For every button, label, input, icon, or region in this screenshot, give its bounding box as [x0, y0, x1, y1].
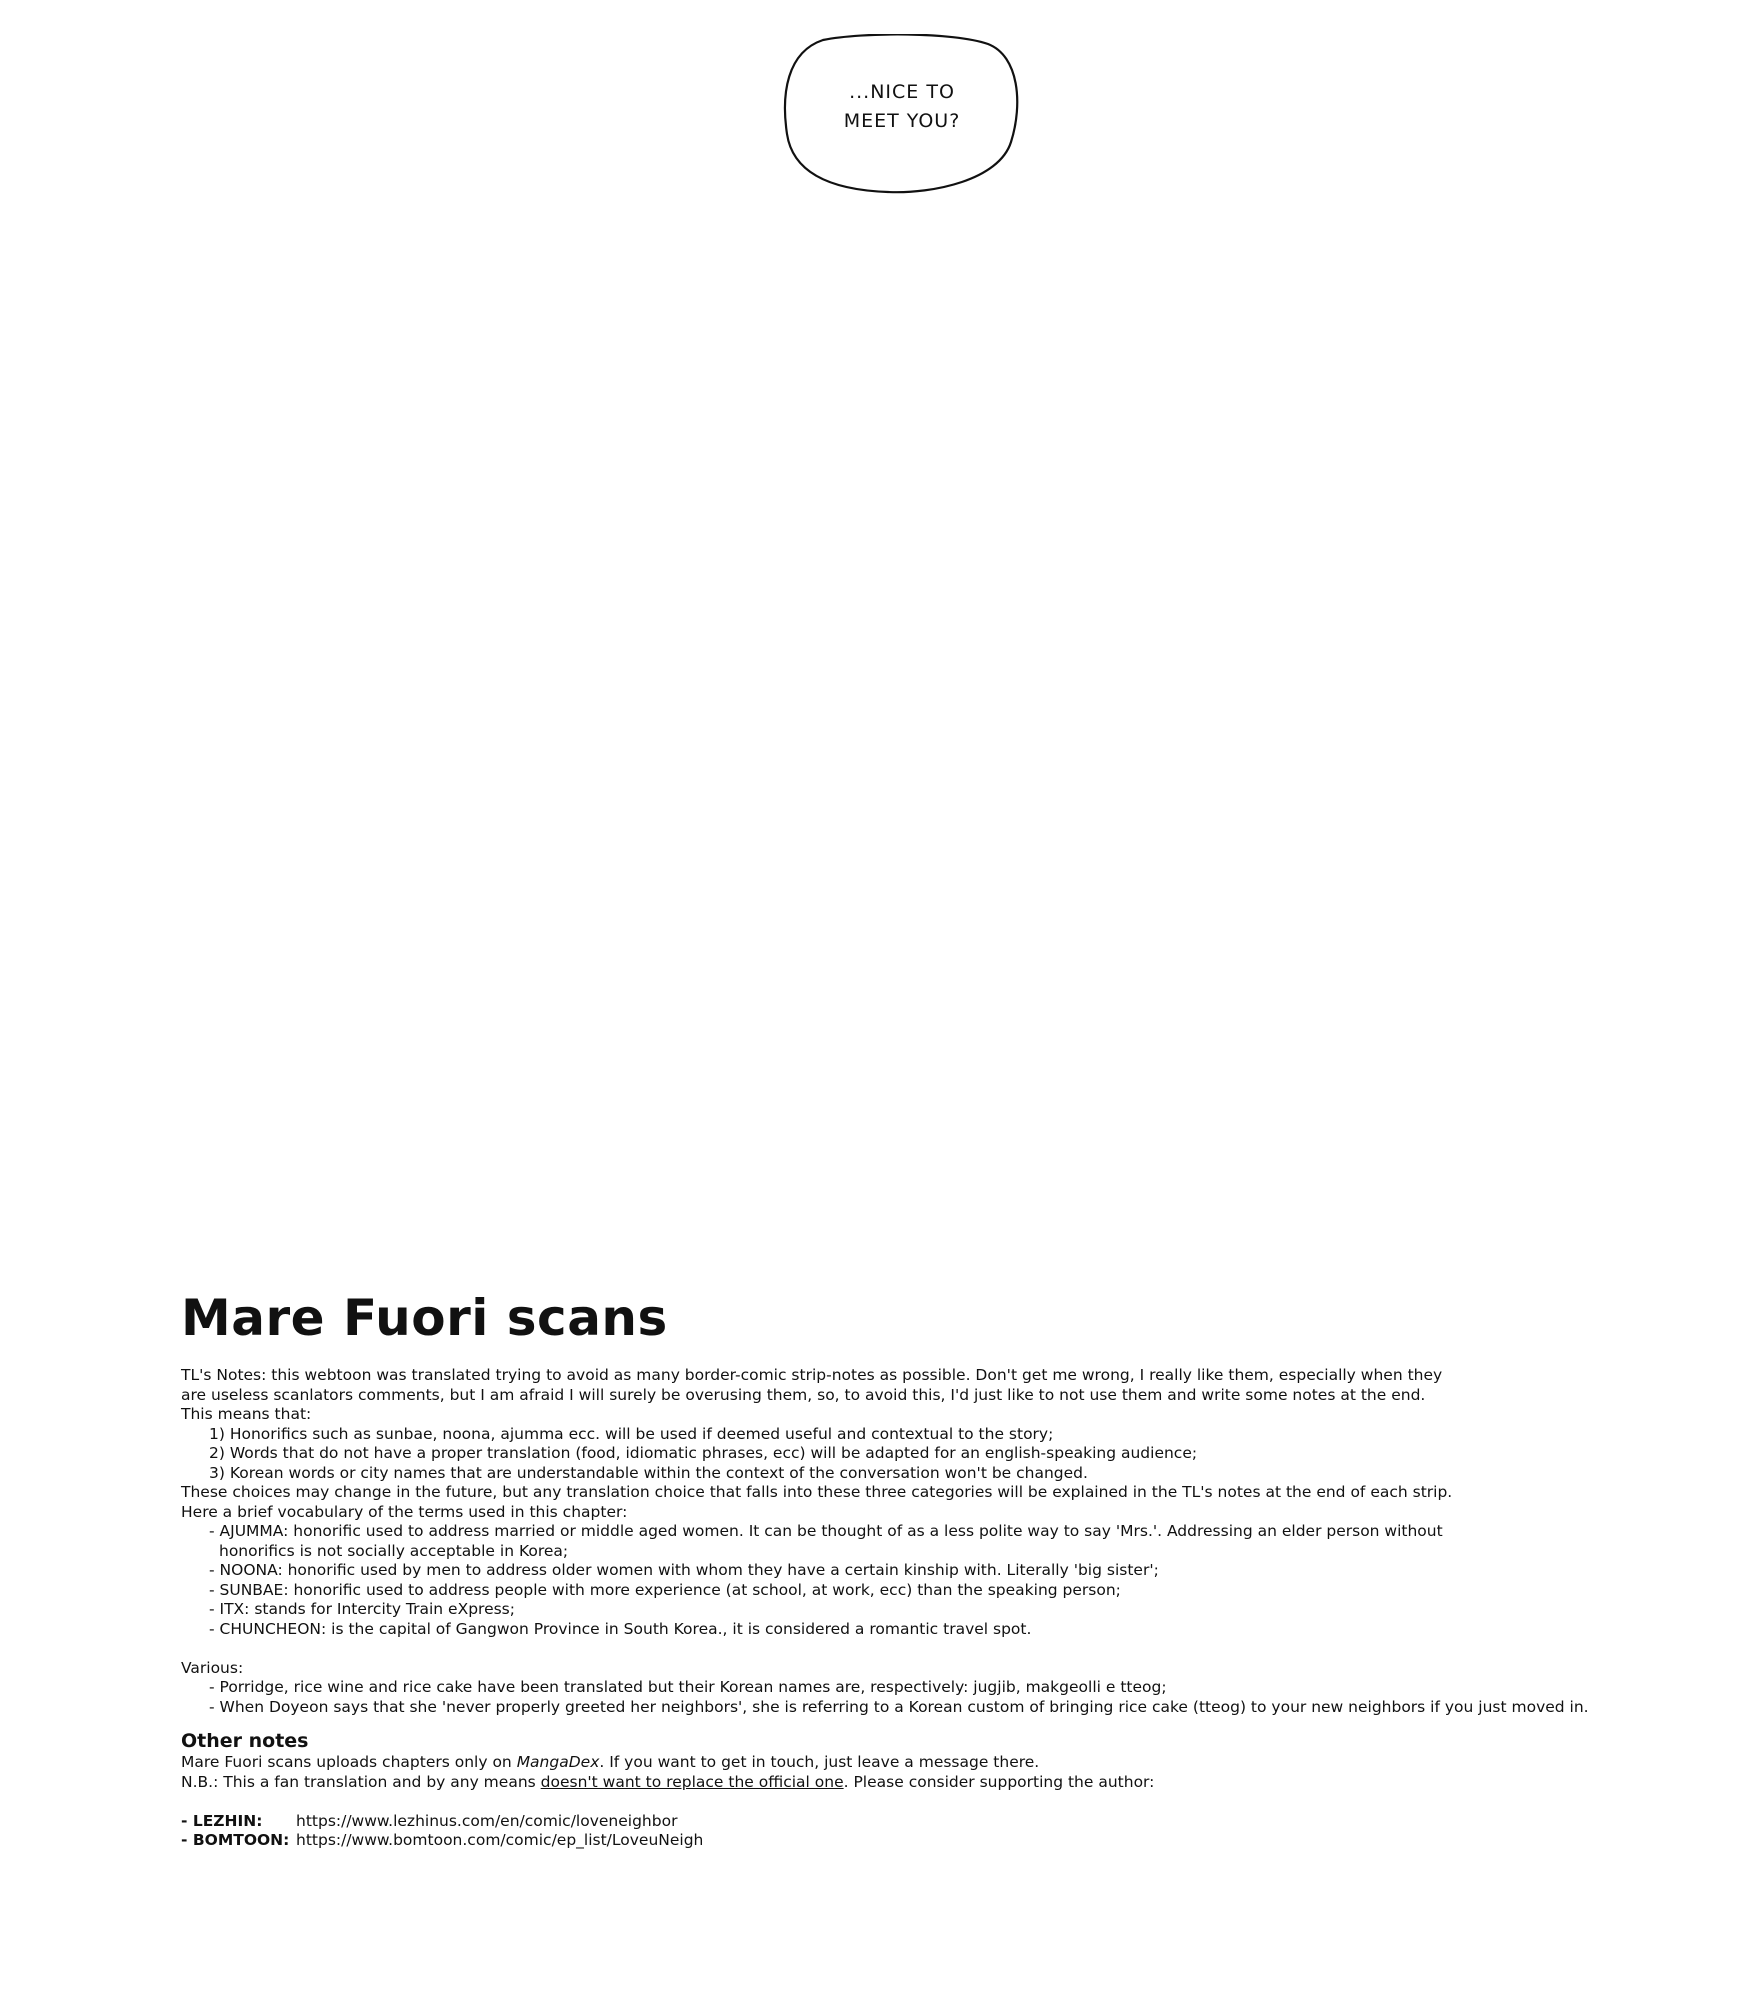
link-url-lezhin[interactable]: https://www.lezhinus.com/en/comic/loveneighbor	[296, 1811, 678, 1830]
scan-group-title: Mare Fuori scans	[181, 1289, 668, 1347]
spacer	[181, 1792, 1721, 1812]
other-notes-text: Mare Fuori scans uploads chapters only on	[181, 1753, 517, 1771]
author-link-bomtoon	[181, 1831, 1721, 1851]
rule-2: 2) Words that do not have a proper translation (food, idiomatic phrases, ecc) will be adapted for an english-speaking audience;	[209, 1444, 1198, 1462]
intro-line-2: are useless scanlators comments, but I am afraid I will surely be overusing them, so, to avoid this, I'd just like to not use them and write some notes at the end.	[181, 1385, 1426, 1404]
intro-line-1: TL's Notes: this webtoon was translated trying to avoid as many border-comic strip-notes as possible. Don't get me wrong, I really like them, especially when they	[181, 1366, 1443, 1384]
vocabulary-intro: Here a brief vocabulary of the terms used in this chapter:	[181, 1502, 628, 1521]
other-notes-line-1	[181, 1753, 1721, 1773]
various-item-1: - Porridge, rice wine and rice cake have been translated but their Korean names are, respectively: jugjib, makgeolli e tteog;	[209, 1678, 1167, 1696]
link-url-bomtoon[interactable]: https://www.bomtoon.com/comic/ep_list/LoveuNeigh	[296, 1831, 704, 1849]
intro-line-3: This means that:	[181, 1405, 312, 1423]
various-heading: Various:	[181, 1658, 244, 1677]
vocab-noona: - NOONA: honorific used by men to address older women with whom they have a certain kinship with. Literally 'big sister';	[209, 1561, 1159, 1579]
nb-underlined-text: doesn't want to replace the official one	[540, 1772, 844, 1791]
vocab-ajumma-continued: honorifics is not socially acceptable in Korea;	[219, 1541, 569, 1560]
vocab-ajumma: - AJUMMA: honorific used to address married or middle aged women. It can be thought of as a less polite way to say 'Mrs.'. Addressing an elder person without	[209, 1522, 1443, 1540]
rule-1: 1) Honorifics such as sunbae, noona, ajumma ecc. will be used if deemed useful and contextual to the story;	[209, 1424, 1054, 1443]
nb-line	[181, 1773, 1721, 1793]
speech-line-1: ...NICE TO	[849, 81, 955, 103]
various-item-2: - When Doyeon says that she 'never properly greeted her neighbors', she is referring to a Korean custom of bringing rice cake (tteog) to your new neighbors if you just moved in.	[209, 1697, 1589, 1716]
speech-bubble	[783, 34, 1021, 194]
nb-text: N.B.: This a fan translation and by any means	[181, 1772, 541, 1791]
author-link-lezhin	[181, 1812, 1721, 1832]
choices-note: These choices may change in the future, but any translation choice that falls into these three categories will be explained in the TL's notes at the end of each strip.	[181, 1483, 1453, 1501]
speech-line-2: MEET YOU?	[843, 110, 961, 132]
rule-3: 3) Korean words or city names that are understandable within the context of the conversation won't be changed.	[209, 1463, 1088, 1482]
nb-text-end: . Please consider supporting the author:	[843, 1772, 1155, 1791]
other-notes-heading: Other notes	[181, 1730, 309, 1752]
link-label-bomtoon: - BOMTOON:	[181, 1831, 290, 1849]
spacer	[181, 1639, 1721, 1659]
other-notes-text-end: . If you want to get in touch, just leave a message there.	[599, 1753, 1040, 1771]
speech-bubble-text	[783, 78, 1021, 136]
link-label-lezhin: - LEZHIN:	[181, 1811, 263, 1830]
translator-notes	[181, 1290, 1721, 1851]
vocab-sunbae: - SUNBAE: honorific used to address people with more experience (at school, at work, ecc) than the speaking person;	[209, 1580, 1121, 1599]
vocab-chuncheon: - CHUNCHEON: is the capital of Gangwon Province in South Korea., it is considered a romantic travel spot.	[209, 1619, 1032, 1638]
mangadex-site-name: MangaDex	[516, 1753, 600, 1771]
vocab-itx: - ITX: stands for Intercity Train eXpress;	[209, 1600, 515, 1618]
